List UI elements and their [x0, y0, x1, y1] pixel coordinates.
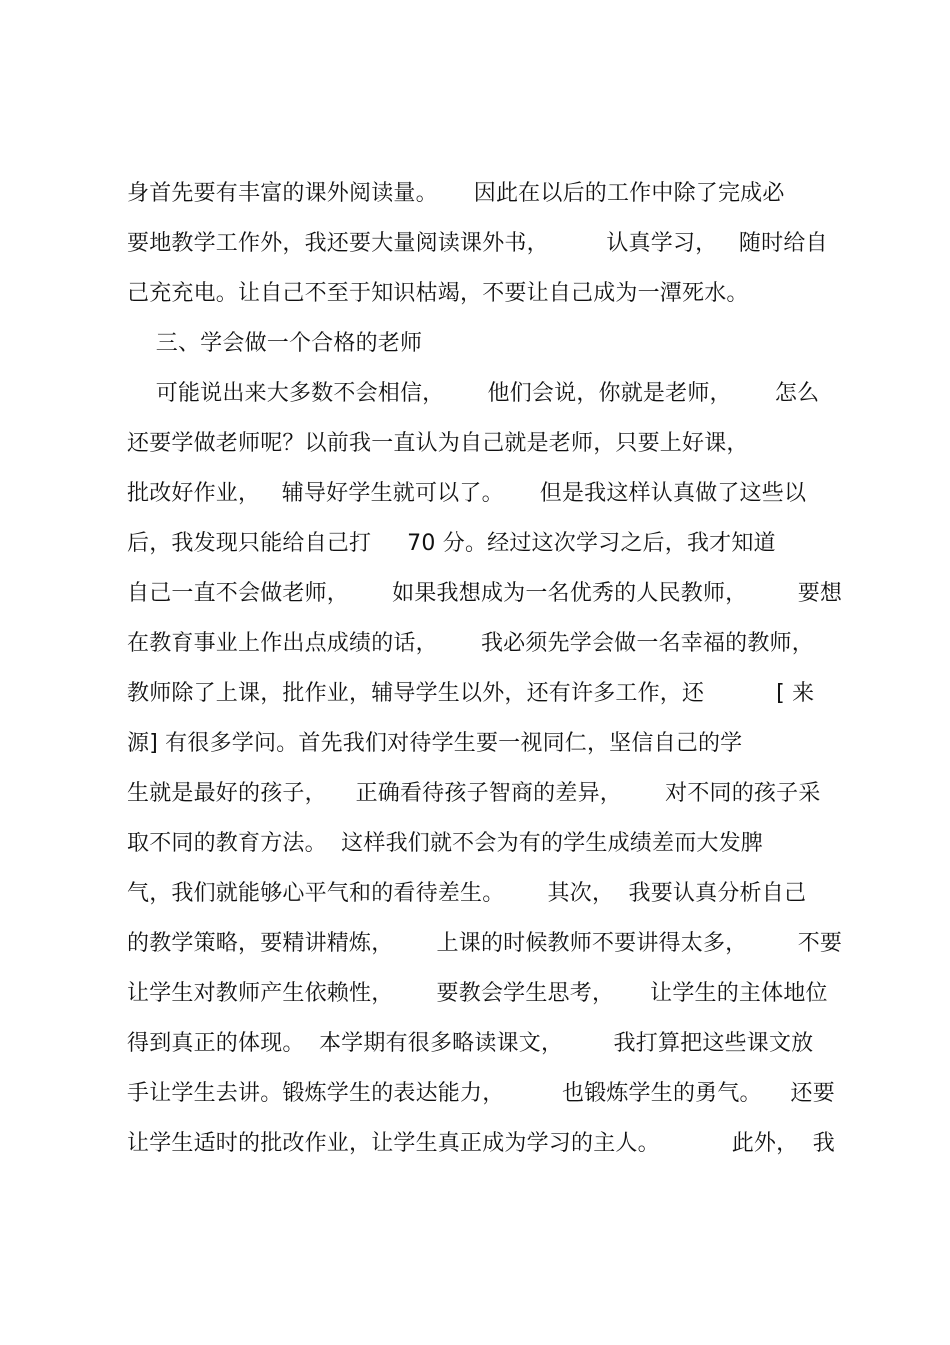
text-line: 生就是最好的孩子， 正确看待孩子智商的差异， 对不同的孩子采 — [127, 781, 821, 806]
text-line: 取不同的教育方法。 这样我们就不会为有的学生成绩差而大发脾 — [127, 831, 763, 856]
text-line: 还要学做老师呢？以前我一直认为自己就是老师，只要上好课， — [127, 431, 749, 456]
text-line: 己充充电。让自己不至于知识枯竭，不要让自己成为一潭死水。 — [127, 281, 749, 306]
text-line: 得到真正的体现。 本学期有很多略读课文， 我打算把这些课文放 — [127, 1031, 814, 1056]
text-line: 教师除了上课，批作业，辅导学生以外，还有许多工作，还 [ 来 — [127, 681, 815, 706]
text-line: 的教学策略，要精讲精炼， 上课的时候教师不要讲得太多， 不要 — [127, 931, 843, 956]
text-line: 让学生对教师产生依赖性， 要教会学生思考， 让学生的主体地位 — [127, 981, 828, 1006]
text-line: 手让学生去讲。锻炼学生的表达能力， 也锻炼学生的勇气。 还要 — [127, 1081, 835, 1106]
text-line: 源] 有很多学问。首先我们对待学生要一视同仁，坚信自己的学 — [127, 731, 743, 756]
text-line: 气，我们就能够心平气和的看待差生。 其次， 我要认真分析自己 — [127, 881, 807, 906]
section-heading: 三、学会做一个合格的老师 — [127, 331, 423, 356]
text-line: 批改好作业， 辅导好学生就可以了。 但是我这样认真做了这些以 — [127, 481, 807, 506]
text-line: 身首先要有丰富的课外阅读量。 因此在以后的工作中除了完成必 — [127, 181, 785, 206]
text-line: 让学生适时的批改作业，让学生真正成为学习的主人。 此外， 我 — [127, 1131, 835, 1156]
text-line: 后，我发现只能给自己打 70 分。经过这次学习之后，我才知道 — [127, 531, 776, 556]
text-line: 要地教学工作外，我还要大量阅读课外书， 认真学习， 随时给自 — [127, 231, 828, 256]
text-line: 可能说出来大多数不会相信， 他们会说，你就是老师， 怎么 — [127, 381, 820, 406]
text-line: 自己一直不会做老师， 如果我想成为一名优秀的人民教师， 要想 — [127, 581, 843, 606]
text-line: 在教育事业上作出点成绩的话， 我必须先学会做一名幸福的教师， — [127, 631, 814, 656]
